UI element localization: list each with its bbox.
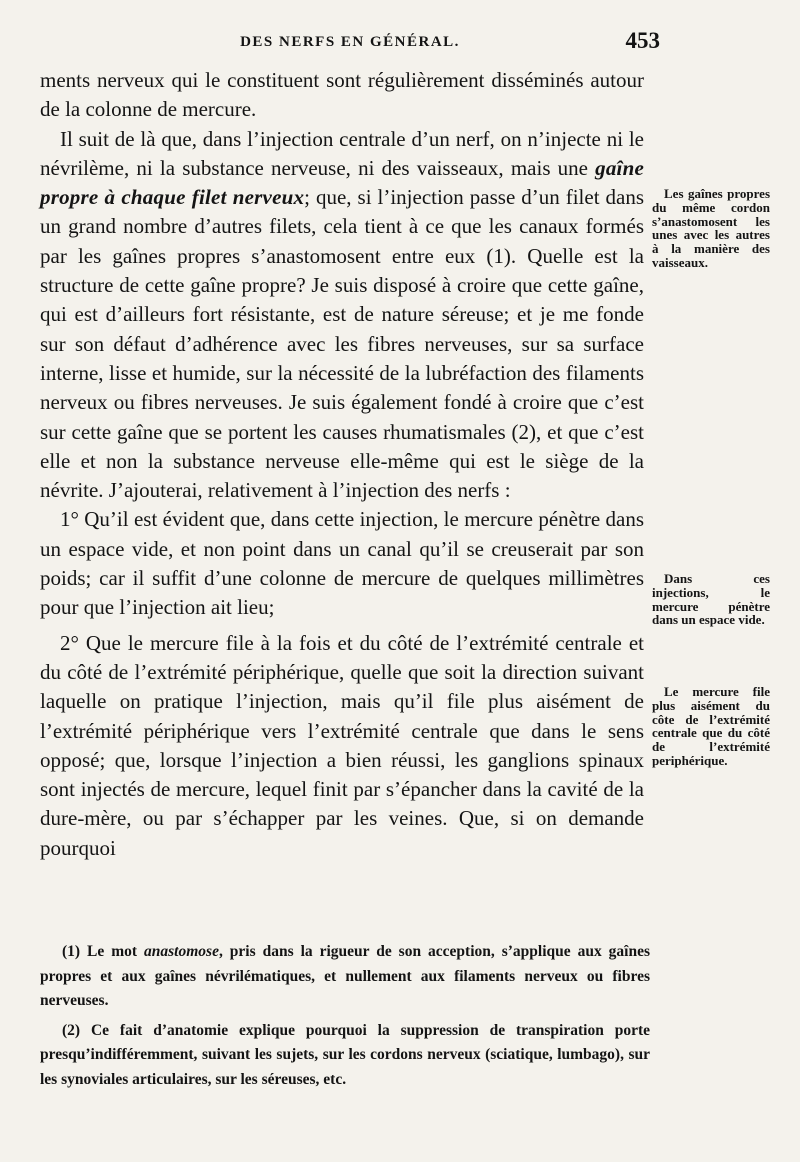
- paragraph-point-2: 2° Que le mercure file à la fois et du côté de l’extrémité centrale et du côté de l’extrémité périphérique, quelle que soit la direction suivant laquelle on pratique l’injection, mais qu’il file plus aisément de l’extrémité périphérique vers l’extrémité centrale que dans le sens opposé; que, lorsque l’injection a bien réussi, les ganglions spinaux sont injectés de mercure, lequel finit par s’épancher dans la cavité de la dure-mère, ou par s’échapper par les veines. Que, si on demande pourquoi: [40, 630, 644, 860]
- footnote-marker: (2): [62, 1021, 81, 1039]
- footnote-text: Ce fait d’anatomie explique pourquoi la suppression de transpiration porte presqu’indifféremment, suivant les sujets, sur les cordons nerveux (sciatique, lumbago), sur les synoviales articulaires, sur les séreuses, etc.: [40, 1021, 650, 1088]
- paragraph-text: ; que, si l’injection passe d’un filet dans un grand nombre d’autres filets, cela tient à ce que les canaux formés par les gaînes propres s’anastomosent entre eux (1). Quelle est la structure de cette gaîne propre? Je suis disposé à croire que cette gaîne, qui est d’ailleurs fort résistante, est de nature séreuse; et je me fonde sur son défaut d’adhérence avec les fibres nerveuses, sur sa surface interne, lisse et humide, sur la nécessité de la lubréfaction des filaments nerveux ou fibres nerveuses. Je suis également fondé à croire que c’est sur cette gaîne que se portent les causes rhumatismales (2), et que c’est elle et non la substance nerveuse elle-même qui est le siège de la névrite. J’ajouterai, relativement à l’injection des nerfs :: [40, 185, 644, 503]
- margin-note-mercure: Le mercure file plus aisément du côte de l’extrémité centrale que du côté de l’extrémité periphérique.: [652, 684, 770, 768]
- footnote-text: Le mot: [80, 943, 145, 960]
- page-number: 453: [625, 28, 660, 53]
- footnote-2: [40, 1019, 650, 1093]
- paragraph-point-1: 1° Qu’il est évident que, dans cette injection, le mercure pénètre dans un espace vide, et non point dans un canal qu’il se creuserait par son poids; car il suffit d’une colonne de mercure de quelques millimètres pour que l’injection ait lieu;: [40, 507, 644, 620]
- paragraph-gaine-propre: [40, 125, 644, 506]
- footnote-text: , pris dans la rigueur de son acception, s’applique aux gaînes propres et aux gaînes névrilématiques, et nullement aux filaments nerveux ou fibres nerveuses.: [40, 943, 651, 1009]
- paragraph-continuation: ments nerveux qui le constituent sont régulièrement disséminés autour de la colonne de mercure.: [40, 68, 644, 122]
- footnote-1: [40, 940, 650, 1014]
- emphasized-phrase: gaîne propre à chaque filet nerveux: [40, 155, 644, 210]
- paragraph-text: Il suit de là que, dans l’injection centrale d’un nerf, on n’injecte ni le névrilème, ni la substance nerveuse, ni des vaisseaux, mais une: [40, 126, 644, 180]
- running-head: [40, 30, 660, 56]
- running-title: DES NERFS EN GÉNÉRAL.: [240, 34, 460, 50]
- footnote-emphasis: anastomose: [144, 943, 219, 960]
- margin-note-gaines: Les gaînes propres du même cordon s’anastomosent les unes avec les autres à la manière des vaisseaux.: [652, 186, 770, 270]
- main-text: [40, 66, 644, 863]
- footnote-marker: (1): [62, 943, 81, 960]
- footnotes: [40, 940, 650, 1097]
- margin-note-injections: Dans ces injections, le mercure pénètre dans un espace vide.: [652, 571, 770, 628]
